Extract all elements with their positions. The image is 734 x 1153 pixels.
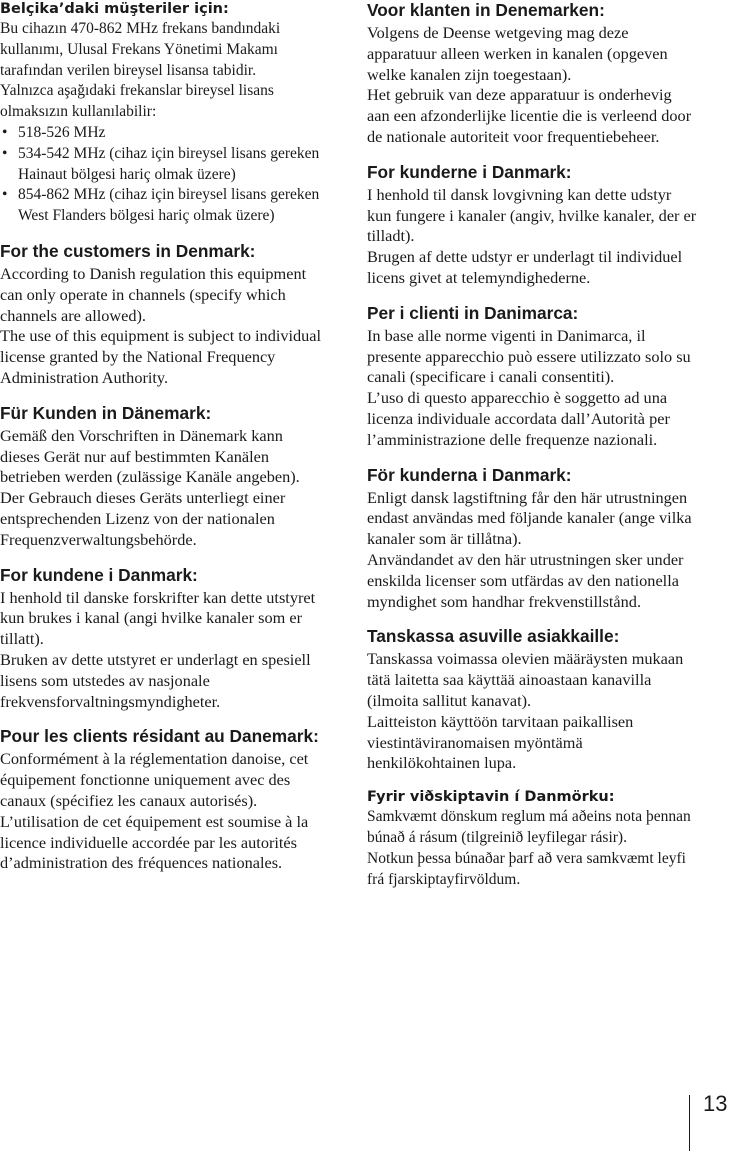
icelandic-paragraph-2: Notkun þessa búnaðar þarf að vera samkvæmt leyfi frá fjarskiptayfirvöldum.	[367, 849, 686, 888]
list-item: • 534-542 MHz (cihaz için bireysel lisans gereken Hainaut bölgesi hariç olmak üzere)	[18, 144, 326, 186]
section-norwegian	[0, 565, 326, 713]
heading-italian: Per i clienti in Danimarca:	[367, 302, 579, 323]
french-paragraph-1: Conformément à la réglementation danoise, cet équipement fonctionne uniquement avec des canaux (spécifiez les canaux autorisés).	[0, 749, 309, 810]
turkish-paragraph-2: Yalnızca aşağıdaki frekanslar bireysel lisans olmaksızın kullanılabilir:	[0, 82, 274, 121]
english-paragraph-1: According to Danish regulation this equipment can only operate in channels (specify which channels are allowed).	[0, 263, 307, 325]
finnish-paragraph-2: Laitteiston käyttöön tarvitaan paikallisen viestintäviranomaisen myöntämä henkilökohtainen lupa.	[367, 711, 634, 773]
right-column	[367, 0, 697, 904]
swedish-paragraph-2: Användandet av den här utrustningen sker under enskilda licenser som utfärdas av den nationella myndighet som handhar frekvenstillstånd.	[367, 549, 684, 611]
list-item: • 854-862 MHz (cihaz için bireysel lisans gereken West Flanders bölgesi hariç olmak üzere)	[18, 185, 326, 227]
left-column	[0, 0, 326, 888]
section-italian	[367, 303, 697, 451]
heading-turkish: Belçika’daki müşteriler için:	[0, 1, 229, 17]
heading-english: For the customers in Denmark:	[0, 240, 256, 261]
section-english	[0, 241, 326, 389]
page-number: 13	[703, 1091, 728, 1116]
list-item: • 518-526 MHz	[18, 123, 326, 144]
heading-swedish: För kunderna i Danmark:	[367, 464, 572, 485]
heading-french: Pour les clients résidant au Danemark:	[0, 726, 319, 747]
section-icelandic	[367, 788, 697, 890]
heading-icelandic: Fyrir viðskiptavin í Danmörku:	[367, 789, 615, 806]
section-french	[0, 726, 326, 874]
section-swedish	[367, 465, 697, 613]
heading-dutch: Voor klanten in Denemarken:	[367, 0, 605, 20]
danish-paragraph-2: Brugen af dette udstyr er underlagt til individuel licens givet at telemyndighederne.	[367, 247, 683, 287]
italian-paragraph-1: In base alle norme vigenti in Danimarca, il presente apparecchio può essere utilizzato solo su canali (specificare i canali consentiti).	[367, 325, 691, 387]
turkish-frequency-list	[0, 123, 326, 227]
section-danish	[367, 162, 697, 289]
danish-paragraph-1: I henhold til dansk lovgivning kan dette udstyr kun fungere i kanaler (angiv, hvilke kanaler, der er tilladt).	[367, 184, 697, 246]
norwegian-paragraph-2: Bruken av dette utstyret er underlagt en spesiell lisens som utstedes av nasjonale frekvensforvaltningsmyndigheter.	[0, 649, 311, 711]
german-paragraph-1: Gemäß den Vorschriften in Dänemark kann dieses Gerät nur auf bestimmten Kanälen betrieben werden (zulässige Kanäle angeben).	[0, 425, 300, 487]
heading-norwegian: For kundene i Danmark:	[0, 564, 198, 585]
dutch-paragraph-2: Het gebruik van deze apparatuur is onderhevig aan een afzonderlijke licentie die is verleend door de nationale autoriteit voor frequentiebeheer.	[367, 85, 692, 146]
german-paragraph-2: Der Gebrauch dieses Geräts unterliegt einer entsprechenden Lizenz von der nationalen Frequenzverwaltungsbehörde.	[0, 488, 286, 549]
turkish-paragraph-1: Bu cihazın 470-862 MHz frekans bandındaki kullanımı, Ulusal Frekans Yönetimi Makamı tarafından verilen bireysel lisansa tabidir.	[0, 20, 281, 79]
page-number-rule	[689, 1095, 690, 1151]
swedish-paragraph-1: Enligt dansk lagstiftning får den här utrustningen endast användas med följande kanaler (ange vilka kanaler som är tillåtna).	[367, 487, 692, 549]
heading-german: Für Kunden in Dänemark:	[0, 402, 212, 423]
section-german	[0, 403, 326, 551]
heading-danish: For kunderne i Danmark:	[367, 161, 572, 182]
french-paragraph-2: L’utilisation de cet équipement est soumise à la licence individuelle accordée par les autorités d’administration des fréquences nationales.	[0, 811, 309, 873]
finnish-paragraph-1: Tanskassa voimassa olevien määräysten mukaan tätä laitetta saa käyttää ainoastaan kanavilla (ilmoita sallitut kanavat).	[367, 649, 684, 710]
dutch-paragraph-1: Volgens de Deense wetgeving mag deze apparatuur alleen werken in kanalen (opgeven welke kanalen zijn toegestaan).	[367, 23, 668, 84]
norwegian-paragraph-1: I henhold til danske forskrifter kan dette utstyret kun brukes i kanal (angi hvilke kanaler som er tillatt).	[0, 587, 316, 649]
section-dutch	[367, 0, 697, 148]
heading-finnish: Tanskassa asuville asiakkaille:	[367, 626, 620, 647]
icelandic-paragraph-1: Samkvæmt dönskum reglum má aðeins nota þennan búnað á rásum (tilgreinið leyfilegar rásir).	[367, 808, 691, 846]
italian-paragraph-2: L’uso di questo apparecchio è soggetto ad una licenza individuale accordata dall’Autorità per l’amministrazione delle frequenze nazionali.	[367, 388, 670, 449]
section-turkish	[0, 0, 326, 227]
english-paragraph-2: The use of this equipment is subject to individual license granted by the National Frequency Administration Authority.	[0, 326, 322, 387]
section-finnish	[367, 626, 697, 774]
